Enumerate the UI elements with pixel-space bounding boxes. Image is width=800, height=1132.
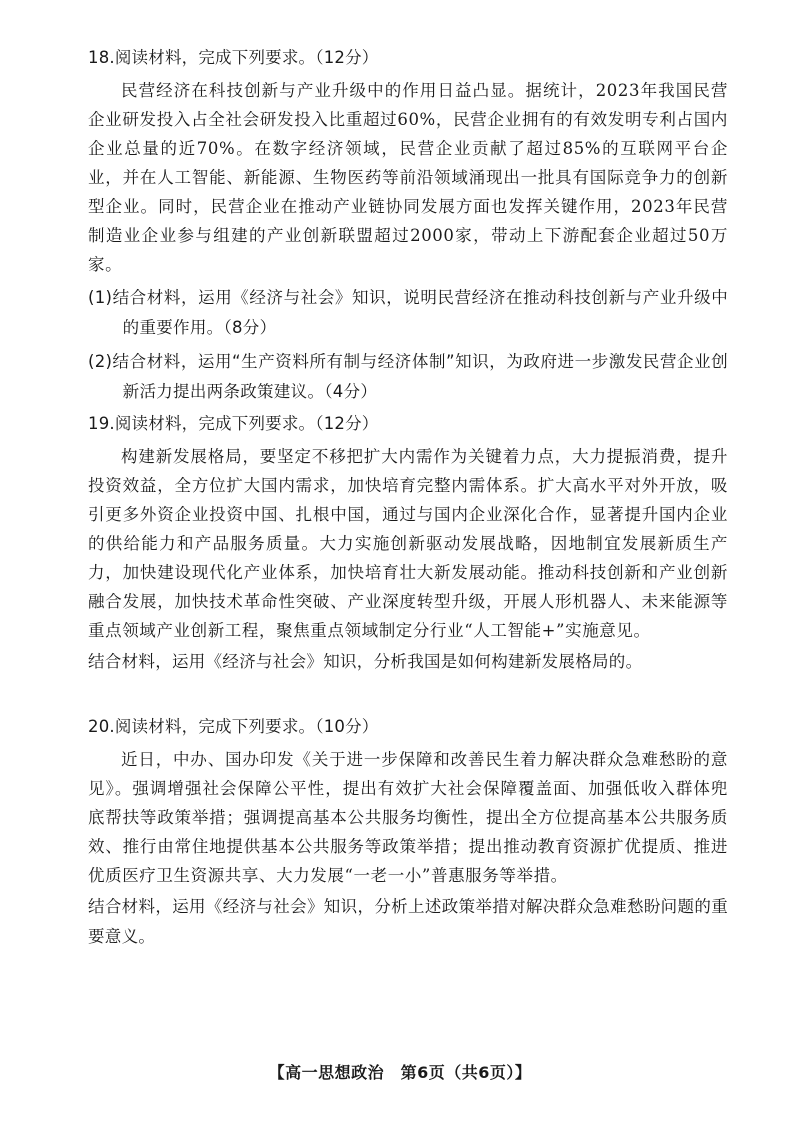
task-text: 结合材料，运用《经济与社会》知识，分析上述政策举措对解决群众急难愁盼问题的重要意义。 — [88, 897, 728, 946]
material-text: 民营经济在科技创新与产业升级中的作用日益凸显。据统计，2023年我国民营企业研发投入占全社会研发投入比重超过60%，民营企业拥有的有效发明专利占国内企业总量的近70%。在数字经济领域，民营企业贡献了超过85%的互联网平台企业，并在人工智能、新能源、生物医药等前沿领域涌现出一批具有国际竞争力的创新型企业。同时，民营企业在推动产业链协同发展方面也发挥关键作用，2023年民营制造业企业参与组建的产业创新联盟超过2000家，带动上下游配套企业超过50万家。 — [88, 81, 728, 274]
material-text: 近日，中办、国办印发《关于进一步保障和改善民生着力解决群众急难愁盼的意见》。强调增强社会保障公平性，提出有效扩大社会保障覆盖面、加强低收入群体兜底帮扶等政策举措；强调提高基本公共服务均衡性，提出全方位提高基本公共服务质效、推行由常住地提供基本公共服务等政策举措；提出推动教育资源扩优提质、推进优质医疗卫生资源共享、大力发展“一老一小”普惠服务等举措。 — [88, 750, 728, 885]
question-19 — [88, 410, 728, 677]
question-20 — [88, 713, 728, 952]
question-title: 19.阅读材料，完成下列要求。（12分） — [88, 414, 379, 433]
question-title: 18.阅读材料，完成下列要求。（12分） — [88, 48, 379, 67]
question-18 — [88, 44, 728, 407]
sub-question-2: (2)结合材料，运用“生产资料所有制与经济体制”知识，为政府进一步激发民营企业创新活力提出两条政策建议。（4分） — [88, 352, 728, 401]
sub-question-1: (1)结合材料，运用《经济与社会》知识，说明民营经济在推动科技创新与产业升级中的重要作用。（8分） — [88, 288, 728, 337]
material-text: 构建新发展格局，要坚定不移把扩大内需作为关键着力点，大力提振消费，提升投资效益，全方位扩大国内需求，加快培育完整内需体系。扩大高水平对外开放，吸引更多外资企业投资中国、扎根中国，通过与国内企业深化合作，显著提升国内企业的供给能力和产品服务质量。大力实施创新驱动发展战略，因地制宜发展新质生产力，加快建设现代化产业体系，加快培育壮大新发展动能。推动科技创新和产业创新融合发展，加快技术革命性突破、产业深度转型升级，开展人形机器人、未来能源等重点领域产业创新工程，聚焦重点领域制定分行业“人工智能+”实施意见。 — [88, 447, 728, 640]
page-footer: 【高一思想政治 第6页（共6页）】 — [268, 1063, 532, 1082]
question-title: 20.阅读材料，完成下列要求。（10分） — [88, 717, 379, 736]
task-text: 结合材料，运用《经济与社会》知识，分析我国是如何构建新发展格局的。 — [88, 652, 643, 671]
